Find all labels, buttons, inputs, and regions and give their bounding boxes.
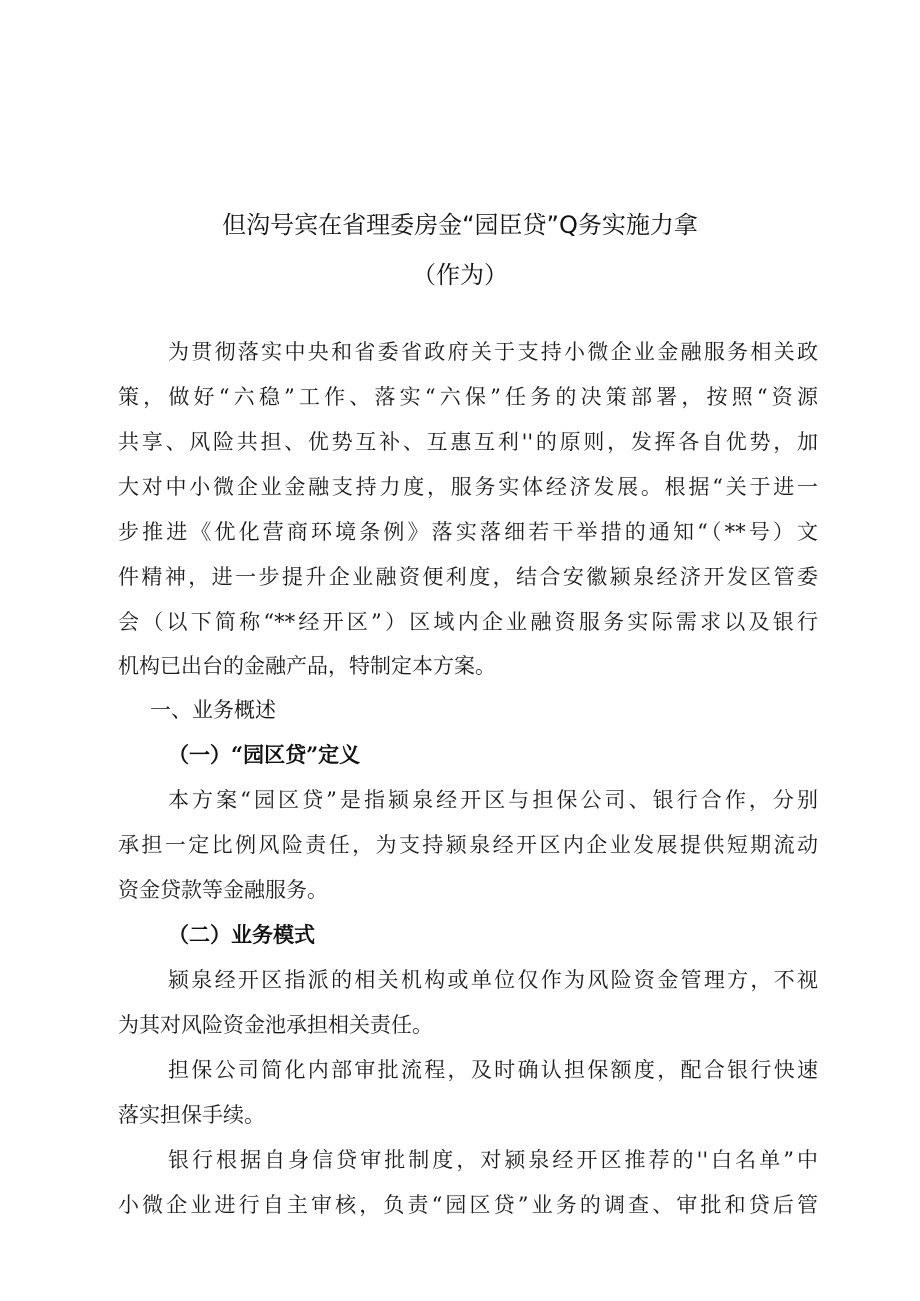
definition-line: 承担一定比例风险责任，为支持颍泉经开区内企业发展提供短期流动 bbox=[118, 833, 818, 857]
document-subtitle: （作为） bbox=[412, 261, 508, 289]
model-line: 担保公司简化内部审批流程，及时确认担保额度，配合银行快速 bbox=[168, 1058, 818, 1082]
model-line: 为其对风险资金池承担相关责任。 bbox=[118, 1013, 433, 1037]
subsection-heading-definition: （一）“园区贷”定义 bbox=[168, 742, 361, 767]
model-line: 小微企业进行自主审核，负责“园区贷”业务的调查、审批和贷后管 bbox=[118, 1193, 818, 1217]
model-line: 颍泉经开区指派的相关机构或单位仅作为风险资金管理方，不视 bbox=[168, 968, 818, 992]
intro-line: 策，做好“六稳”工作、落实“六保”任务的决策部署，按照“资源 bbox=[118, 385, 818, 409]
intro-line: 大对中小微企业金融支持力度，服务实体经济发展。根据“关于进一 bbox=[118, 475, 818, 499]
document-title: 但沟号宾在省理委房金“园臣贷”Q务实施力拿 bbox=[222, 211, 698, 239]
intro-line: 步推进《优化营商环境条例》落实落细若干举措的通知“（**号）文 bbox=[118, 520, 818, 544]
section-heading-overview: 一、业务概述 bbox=[150, 698, 276, 722]
intro-line: 件精神，进一步提升企业融资便利度，结合安徽颍泉经济开发区管委 bbox=[118, 565, 818, 589]
model-line: 落实担保手续。 bbox=[118, 1103, 265, 1127]
intro-line: 机构已出台的金融产品，特制定本方案。 bbox=[118, 654, 496, 678]
model-line: 银行根据自身信贷审批制度，对颍泉经开区推荐的''白名单”中 bbox=[168, 1148, 818, 1172]
intro-line: 共享、风险共担、优势互补、互惠互利''的原则，发挥各自优势，加 bbox=[118, 430, 818, 454]
intro-line: 为贯彻落实中央和省委省政府关于支持小微企业金融服务相关政 bbox=[168, 340, 818, 364]
subsection-heading-model: （二）业务模式 bbox=[168, 922, 315, 947]
definition-line: 资金贷款等金融服务。 bbox=[118, 878, 328, 902]
definition-line: 本方案“园区贷”是指颍泉经开区与担保公司、银行合作，分别 bbox=[168, 788, 818, 812]
intro-line: 会（以下简称“**经开区”）区域内企业融资服务实际需求以及银行 bbox=[118, 610, 818, 634]
